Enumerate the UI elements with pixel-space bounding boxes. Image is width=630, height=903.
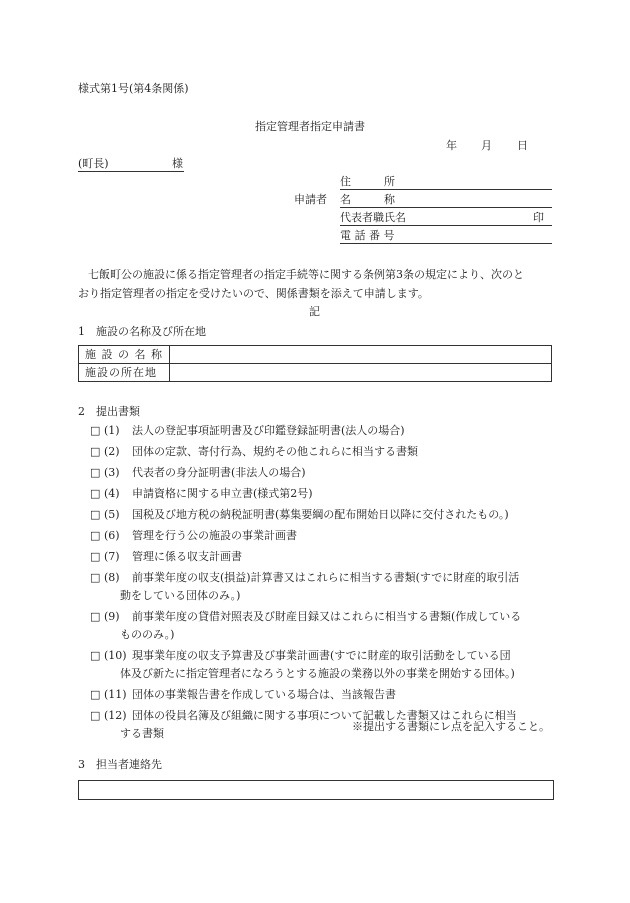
section1-heading: 1 施設の名称及び所在地 <box>78 325 206 338</box>
document-item-5 <box>90 506 560 524</box>
document-item-text-continued: 動をしている団体のみ。) <box>120 589 241 602</box>
document-checkbox[interactable]: □ <box>90 571 101 584</box>
document-checkbox[interactable]: □ <box>90 424 101 437</box>
applicant-address-label: 住 所 <box>340 175 395 188</box>
document-item-10 <box>90 647 560 683</box>
document-item-number: (11) <box>104 688 127 701</box>
document-item-1 <box>90 422 560 440</box>
document-checkbox[interactable]: □ <box>90 709 101 722</box>
ki-mark: 記 <box>309 305 320 318</box>
document-item-text-continued: する書類 <box>120 727 164 740</box>
applicant-address-field[interactable] <box>340 175 552 190</box>
document-item-text: 申請資格に関する申立書(様式第2号) <box>132 487 313 500</box>
facility-name-label: 施 設 の 名 称 <box>79 346 170 364</box>
document-item-text: 団体の役員名簿及び組織に関する事項について記載した書類又はこれらに相当 <box>132 709 517 722</box>
facility-location-input[interactable] <box>170 364 552 382</box>
document-checkbox[interactable]: □ <box>90 445 101 458</box>
document-item-number: (10) <box>104 649 127 662</box>
addressee-mayor: (町長) <box>78 157 109 170</box>
body-line-2: おり指定管理者の指定を受けたいので、関係書類を添えて申請します。 <box>78 287 429 300</box>
document-item-text: 団体の事業報告書を作成している場合は、当該報告書 <box>132 688 396 701</box>
document-checkbox[interactable]: □ <box>90 610 101 623</box>
contact-input-box[interactable] <box>78 780 554 800</box>
document-item-text: 法人の登記事項証明書及び印鑑登録証明書(法人の場合) <box>132 424 405 437</box>
applicant-name-field[interactable] <box>340 193 552 208</box>
applicant-phone-field[interactable] <box>340 229 552 244</box>
document-item-text: 現事業年度の収支予算書及び事業計画書(すでに財産的取引活動をしている団 <box>132 649 511 662</box>
facility-name-input[interactable] <box>170 346 552 364</box>
document-item-text: 団体の定款、寄付行為、規約その他これらに相当する書類 <box>132 445 418 458</box>
document-item-number: (12) <box>104 709 127 722</box>
facility-name-row <box>79 346 552 364</box>
addressee-line <box>78 157 184 172</box>
document-item-text-continued: もののみ。) <box>120 628 175 641</box>
document-item-number: (2) <box>104 445 120 458</box>
seal-mark: 印 <box>533 211 544 224</box>
section2-heading: 2 提出書類 <box>78 405 140 418</box>
document-checkbox[interactable]: □ <box>90 508 101 521</box>
document-checkbox[interactable]: □ <box>90 466 101 479</box>
page-title: 指定管理者指定申請書 <box>255 120 365 133</box>
document-item-7 <box>90 548 560 566</box>
applicant-representative-label: 代表者職氏名 <box>340 211 406 224</box>
date-day: 日 <box>517 139 528 152</box>
section3-heading: 3 担当者連絡先 <box>78 758 162 771</box>
date-year: 年 <box>446 139 457 152</box>
body-line-1: 七飯町公の施設に係る指定管理者の指定手続等に関する条例第3条の規定により、次のと <box>88 268 524 281</box>
document-checkbox[interactable]: □ <box>90 487 101 500</box>
document-checkbox[interactable]: □ <box>90 550 101 563</box>
document-item-number: (9) <box>104 610 120 623</box>
applicant-representative-field[interactable] <box>340 211 552 226</box>
document-item-11 <box>90 686 560 704</box>
applicant-phone-label: 電 話 番 号 <box>340 229 395 242</box>
document-item-3 <box>90 464 560 482</box>
applicant-label: 申請者 <box>294 193 327 206</box>
document-item-text: 管理に係る収支計画書 <box>132 550 242 563</box>
applicant-name-label: 名 称 <box>340 193 395 206</box>
document-item-number: (7) <box>104 550 120 563</box>
document-item-number: (8) <box>104 571 120 584</box>
checkbox-note: ※提出する書類にレ点を記入すること。 <box>352 720 550 733</box>
facility-location-row <box>79 364 552 382</box>
document-item-9 <box>90 608 560 644</box>
document-item-number: (5) <box>104 508 120 521</box>
document-item-number: (3) <box>104 466 120 479</box>
document-checkbox[interactable]: □ <box>90 688 101 701</box>
document-item-8 <box>90 569 560 605</box>
document-item-4 <box>90 485 560 503</box>
facility-location-label: 施設の所在地 <box>79 364 170 382</box>
document-item-6 <box>90 527 560 545</box>
document-item-2 <box>90 443 560 461</box>
document-item-number: (6) <box>104 529 120 542</box>
document-item-text: 管理を行う公の施設の事業計画書 <box>132 529 297 542</box>
addressee-sama: 様 <box>172 157 183 170</box>
document-item-text-continued: 体及び新たに指定管理者になろうとする施設の業務以外の事業を開始する団体。) <box>120 667 515 680</box>
document-item-text: 国税及び地方税の納税証明書(募集要綱の配布開始日以降に交付されたもの。) <box>132 508 509 521</box>
form-number: 様式第1号(第4条関係) <box>78 82 189 95</box>
document-item-number: (4) <box>104 487 120 500</box>
document-item-number: (1) <box>104 424 120 437</box>
document-item-text: 前事業年度の収支(損益)計算書又はこれらに相当する書類(すでに財産的取引活 <box>132 571 520 584</box>
document-checkbox[interactable]: □ <box>90 529 101 542</box>
facility-table <box>78 345 552 382</box>
document-item-text: 前事業年度の貸借対照表及び財産目録又はこれらに相当する書類(作成している <box>132 610 522 623</box>
document-item-text: 代表者の身分証明書(非法人の場合) <box>132 466 306 479</box>
date-month: 月 <box>481 139 492 152</box>
document-checkbox[interactable]: □ <box>90 649 101 662</box>
